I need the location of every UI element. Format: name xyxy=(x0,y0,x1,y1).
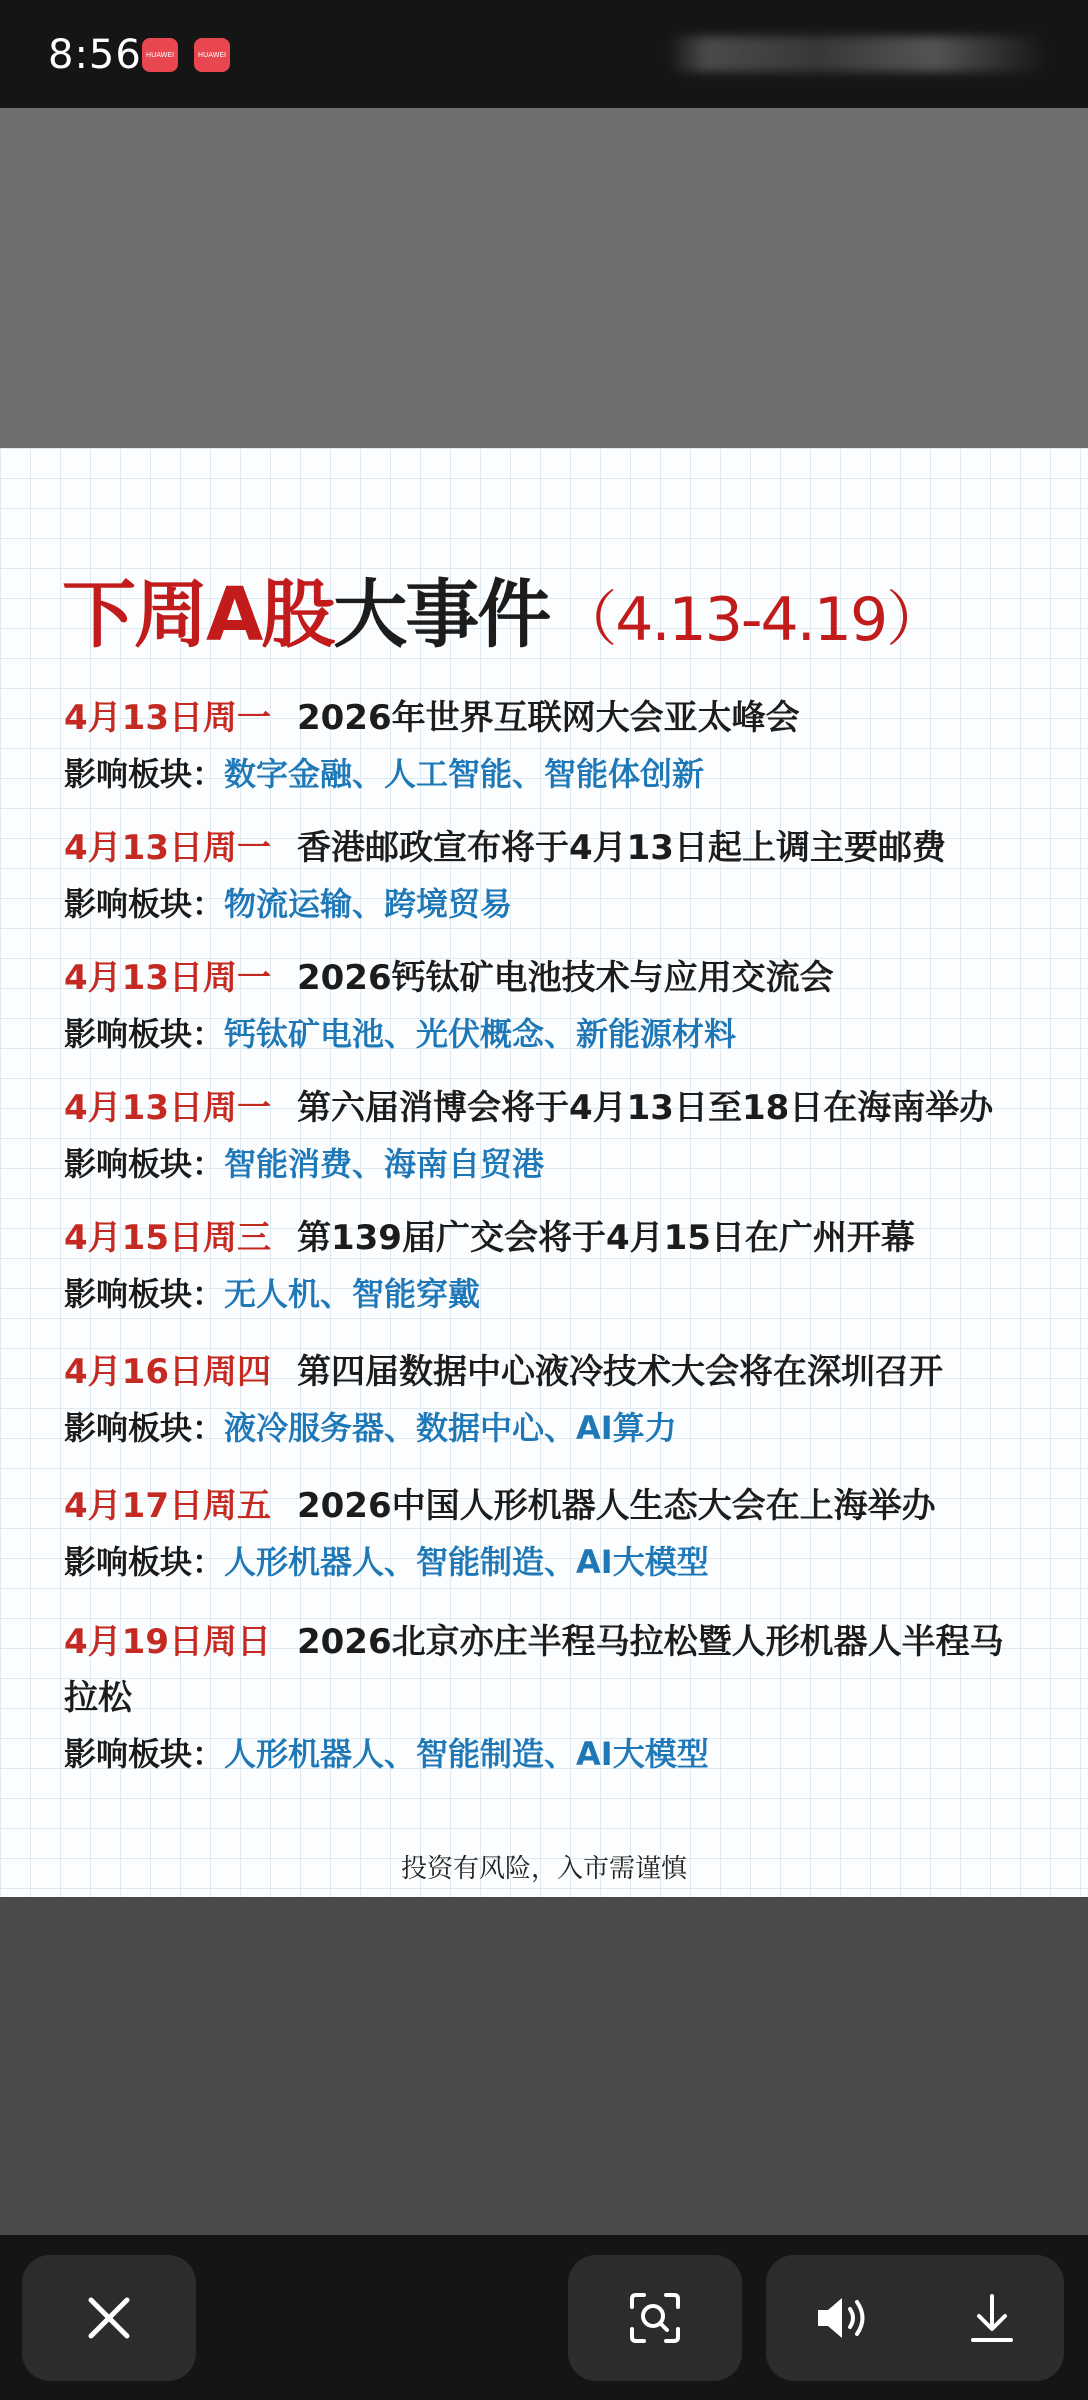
event-date: 4月13日周一 xyxy=(64,698,271,738)
event-item xyxy=(64,1210,1024,1322)
event-title: 第四届数据中心液冷技术大会将在深圳召开 xyxy=(296,1352,943,1392)
sector-label: 影响板块： xyxy=(64,1543,225,1581)
event-date: 4月13日周一 xyxy=(64,958,271,998)
event-title: 2026北京亦庄半程马拉松暨人形机器人半程马拉松 xyxy=(64,1622,1004,1718)
disclaimer: 投资有风险，入市需谨慎 xyxy=(400,1854,687,1884)
event-title: 2026中国人形机器人生态大会在上海举办 xyxy=(296,1486,936,1526)
close-icon xyxy=(87,2296,131,2340)
event-date: 4月17日周五 xyxy=(64,1486,271,1526)
event-item xyxy=(64,1080,1024,1192)
sector-value: 智能消费、海南自贸港 xyxy=(224,1145,545,1183)
page-title xyxy=(62,556,944,662)
sector-value: 物流运输、跨境贸易 xyxy=(224,885,513,923)
event-item xyxy=(64,950,1024,1062)
sector-label: 影响板块： xyxy=(64,1015,225,1053)
event-item xyxy=(64,1344,1024,1456)
title-dark-part: 大事件 xyxy=(333,572,550,658)
status-time: 8:56 xyxy=(48,32,142,78)
event-title: 2026年世界互联网大会亚太峰会 xyxy=(296,698,800,738)
image-search-button[interactable] xyxy=(568,2255,742,2381)
event-date: 4月13日周一 xyxy=(64,1088,271,1128)
viewer-background-top xyxy=(0,108,1088,448)
title-red-part: 下周A股 xyxy=(62,572,334,658)
event-item xyxy=(64,1478,1024,1590)
viewer-background-bottom xyxy=(0,1897,1088,2235)
sector-label: 影响板块： xyxy=(64,755,225,793)
sector-value: 人形机器人、智能制造、AI大模型 xyxy=(224,1543,709,1581)
speaker-icon xyxy=(814,2293,872,2343)
event-item xyxy=(64,690,1024,802)
event-date: 4月13日周一 xyxy=(64,828,271,868)
download-button[interactable] xyxy=(968,2292,1016,2344)
sector-value: 液冷服务器、数据中心、AI算力 xyxy=(224,1409,677,1447)
status-icons-blurred xyxy=(668,36,1048,72)
sector-label: 影响板块： xyxy=(64,1275,225,1313)
event-date: 4月19日周日 xyxy=(64,1622,271,1662)
bottom-action-bar xyxy=(0,2235,1088,2400)
sector-value: 无人机、智能穿戴 xyxy=(224,1275,481,1313)
news-image[interactable] xyxy=(0,448,1088,1897)
event-title: 第139届广交会将于4月15日在广州开幕 xyxy=(296,1218,915,1258)
sector-value: 人形机器人、智能制造、AI大模型 xyxy=(224,1735,709,1773)
event-title: 第六届消博会将于4月13日至18日在海南举办 xyxy=(296,1088,994,1128)
event-title: 2026钙钛矿电池技术与应用交流会 xyxy=(296,958,834,998)
huawei-app-icon: HUAWEI xyxy=(194,38,230,72)
download-icon xyxy=(968,2292,1016,2344)
sector-label: 影响板块： xyxy=(64,1409,225,1447)
huawei-app-icon: HUAWEI xyxy=(142,38,178,72)
sector-value: 数字金融、人工智能、智能体创新 xyxy=(224,755,705,793)
sector-value: 钙钛矿电池、光伏概念、新能源材料 xyxy=(224,1015,737,1053)
close-button[interactable] xyxy=(22,2255,196,2381)
status-bar xyxy=(0,0,1088,108)
sector-label: 影响板块： xyxy=(64,1145,225,1183)
image-search-icon xyxy=(628,2291,682,2345)
event-title: 香港邮政宣布将于4月13日起上调主要邮费 xyxy=(296,828,946,868)
speaker-button[interactable] xyxy=(814,2293,872,2343)
media-actions-group xyxy=(766,2255,1064,2381)
event-item xyxy=(64,820,1024,932)
title-date-range: （4.13-4.19） xyxy=(557,585,945,655)
sector-label: 影响板块： xyxy=(64,1735,225,1773)
event-date: 4月16日周四 xyxy=(64,1352,271,1392)
sector-label: 影响板块： xyxy=(64,885,225,923)
event-date: 4月15日周三 xyxy=(64,1218,271,1258)
event-item xyxy=(64,1614,1004,1782)
